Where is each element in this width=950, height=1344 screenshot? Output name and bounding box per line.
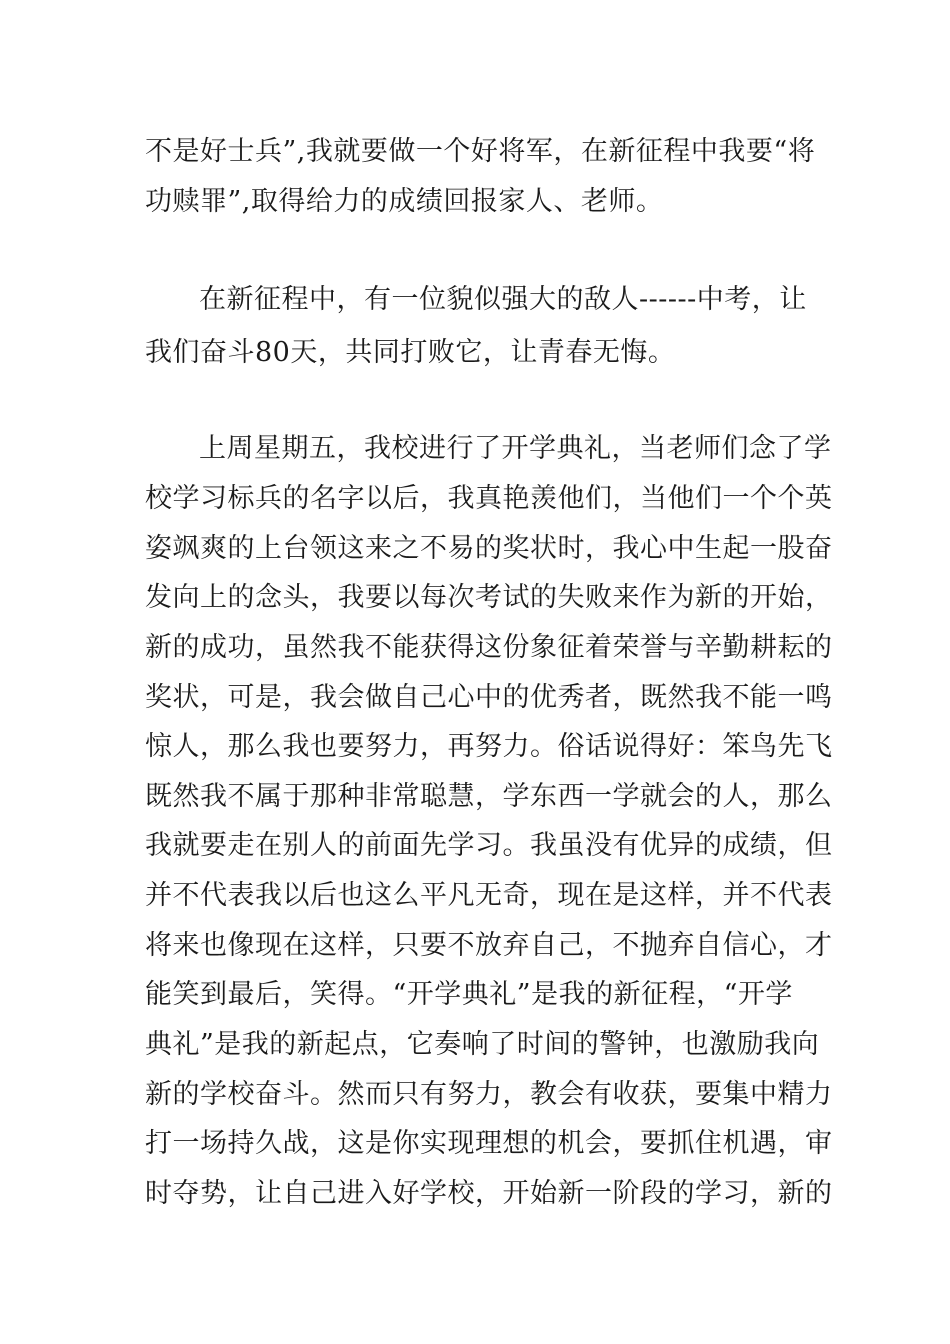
paragraph-3-line-7: 惊人，那么我也要努力，再努力。俗话说得好：笨鸟先飞 [145, 731, 833, 762]
paragraph-3-line-4: 发向上的念头，我要以每次考试的失败来作为新的开始， [145, 582, 833, 613]
paragraph-3-line-12: 能笑到最后，笑得。“开学典礼”是我的新征程，“开学 [145, 979, 793, 1010]
paragraph-3-line-13: 典礼”是我的新起点，它奏响了时间的警钟，也激励我向 [145, 1029, 820, 1060]
paragraph-3-line-9: 我就要走在别人的前面先学习。我虽没有优异的成绩，但 [145, 830, 833, 861]
paragraph-3-line-3: 姿飒爽的上台领这来之不易的奖状时，我心中生起一股奋 [145, 533, 833, 564]
paragraph-3-line-8: 既然我不属于那种非常聪慧，学东西一学就会的人，那么 [145, 781, 833, 812]
paragraph-3-line-10: 并不代表我以后也这么平凡无奇，现在是这样，并不代表 [145, 880, 833, 911]
paragraph-1-line-1: 不是好士兵”,我就要做一个好将军，在新征程中我要“将 [145, 136, 816, 167]
paragraph-3-line-5: 新的成功，虽然我不能获得这份象征着荣誉与辛勤耕耘的 [145, 632, 833, 663]
paragraph-2-line-2: 我们奋斗80天，共同打败它，让青春无悔。 [145, 337, 676, 368]
paragraph-3-line-16: 时夺势，让自己进入好学校，开始新一阶段的学习，新的 [145, 1178, 833, 1209]
paragraph-2-line-1: 在新征程中，有一位貌似强大的敌人------中考，让 [199, 284, 807, 315]
paragraph-3-line-1: 上周星期五，我校进行了开学典礼，当老师们念了学 [199, 433, 832, 464]
paragraph-3-line-11: 将来也像现在这样，只要不放弃自己，不抛弃自信心，才 [145, 930, 833, 961]
paragraph-1-line-2: 功赎罪”,取得给力的成绩回报家人、老师。 [145, 186, 664, 217]
paragraph-3-line-15: 打一场持久战，这是你实现理想的机会，要抓住机遇，审 [145, 1128, 833, 1159]
paragraph-3-line-2: 校学习标兵的名字以后，我真艳羡他们，当他们一个个英 [145, 483, 833, 514]
paragraph-3-line-14: 新的学校奋斗。然而只有努力，教会有收获，要集中精力 [145, 1079, 833, 1110]
paragraph-3-line-6: 奖状，可是，我会做自己心中的优秀者，既然我不能一鸣 [145, 682, 833, 713]
